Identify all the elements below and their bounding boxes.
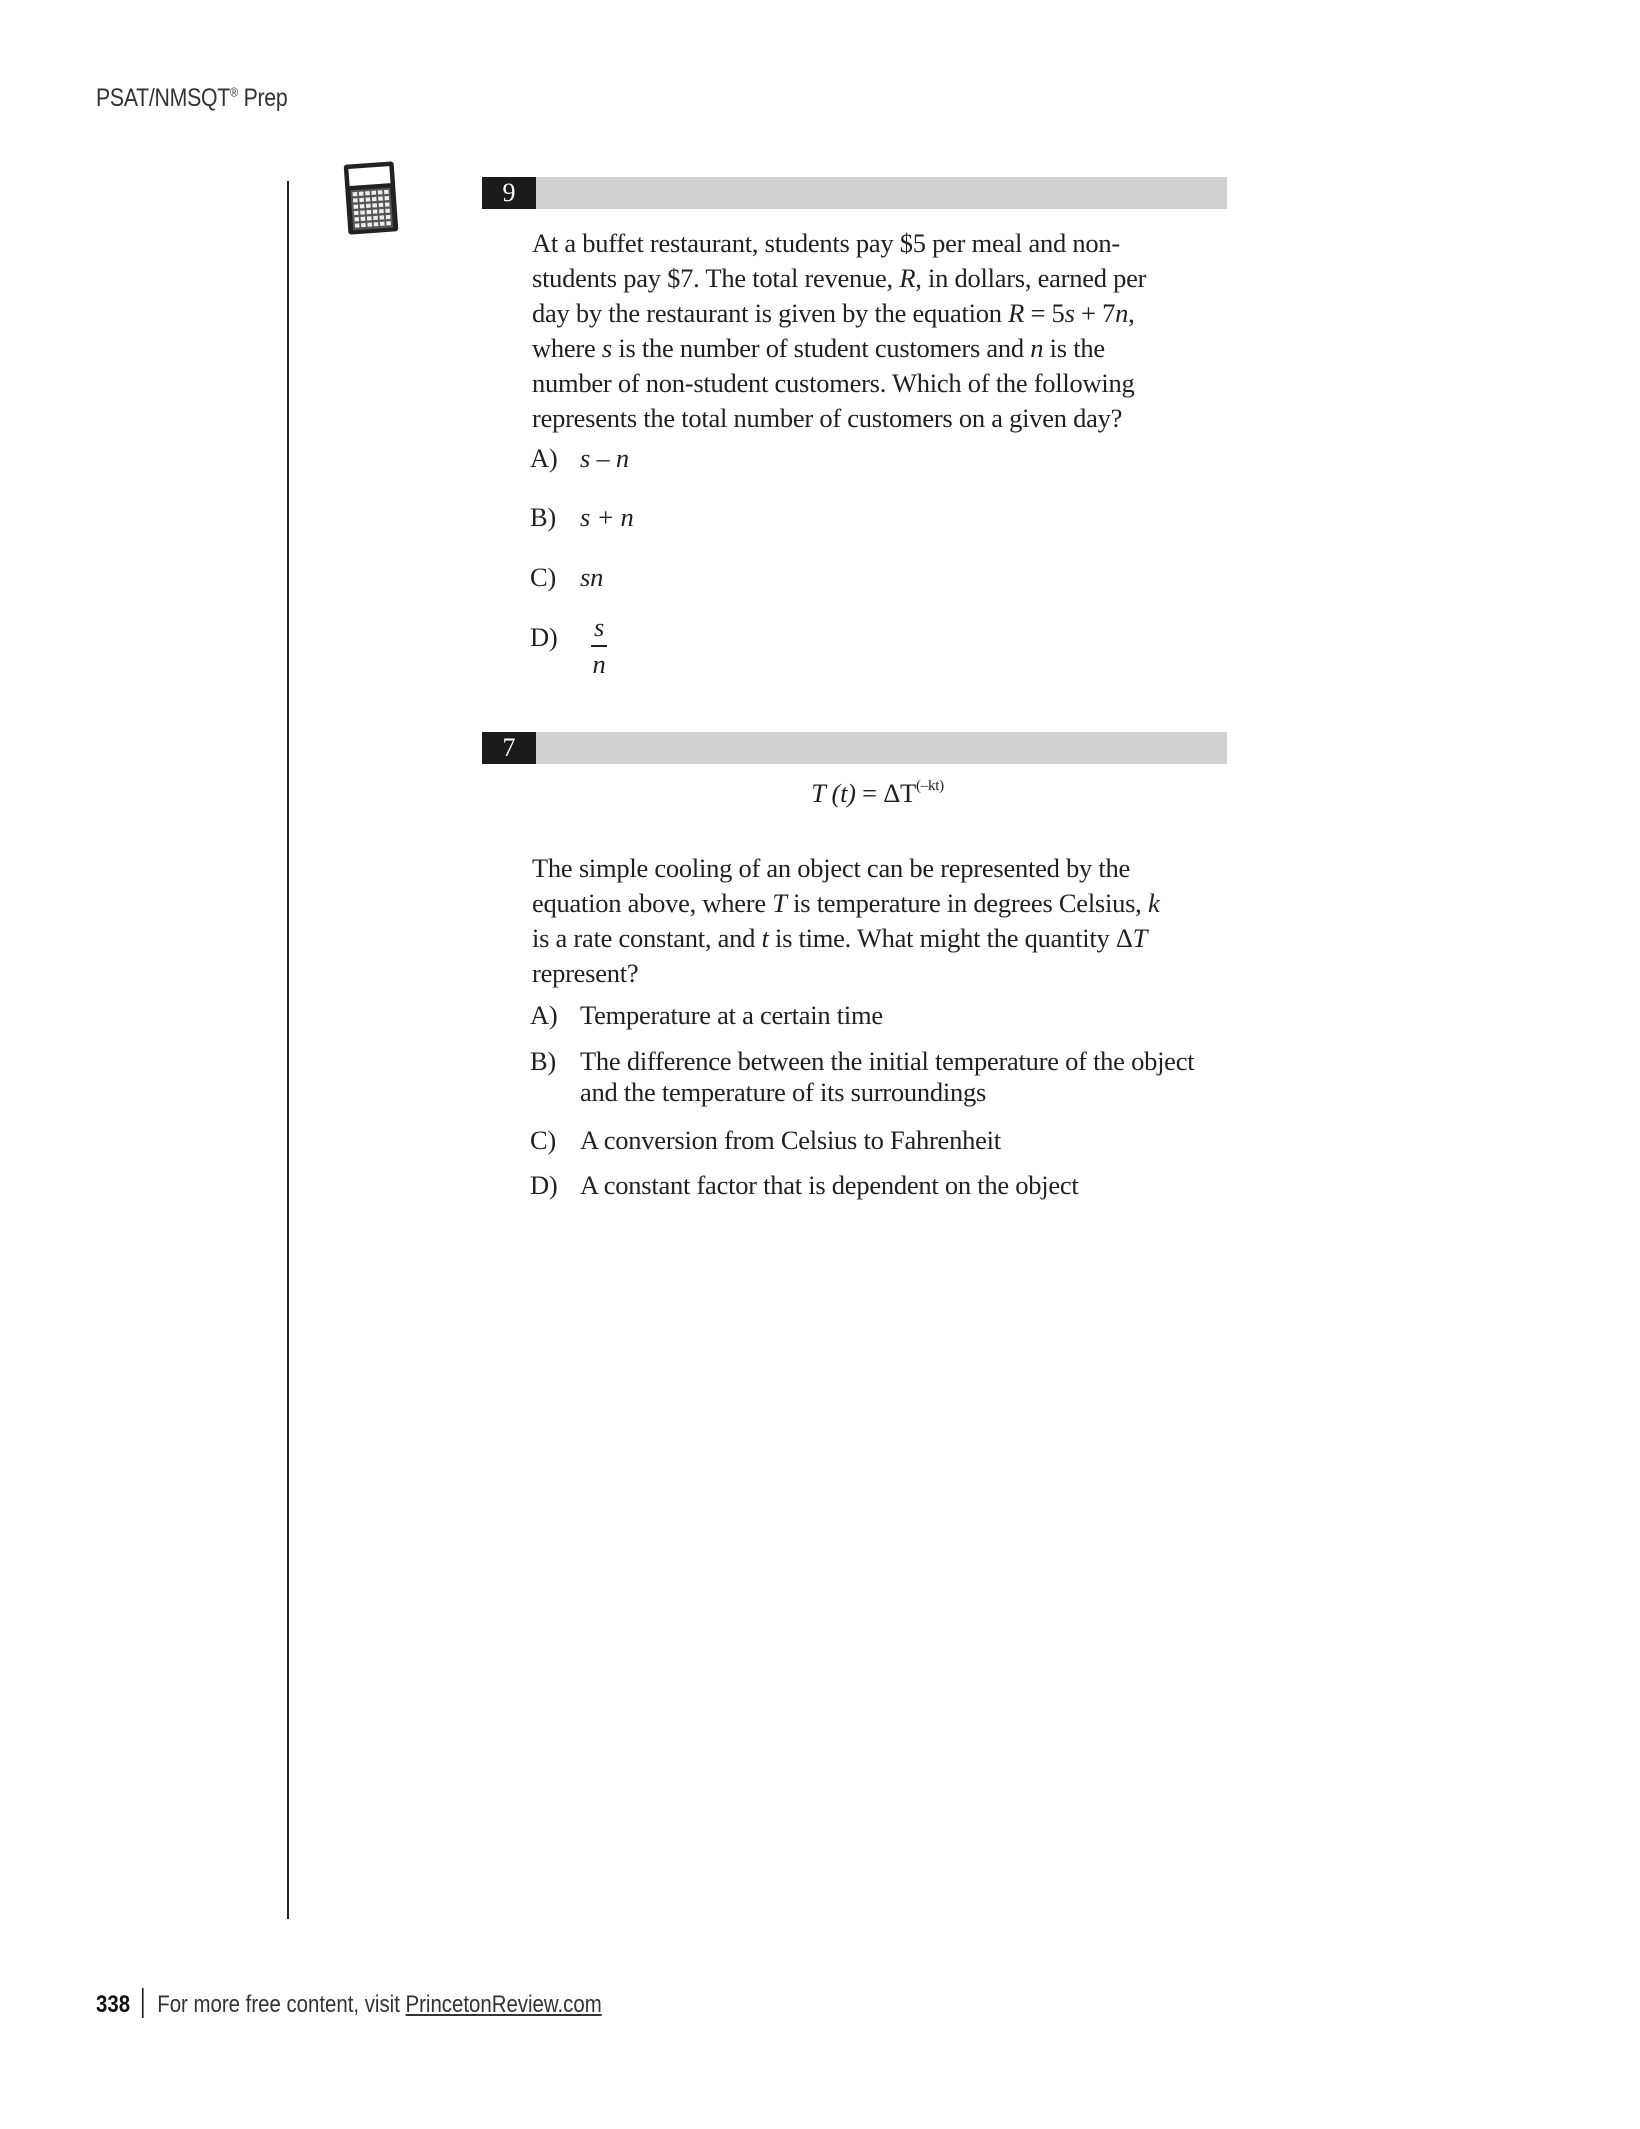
math-variable: T — [1132, 923, 1148, 953]
stem-line — [532, 923, 1147, 954]
page-footer — [96, 1988, 602, 2019]
stem-line — [532, 333, 1105, 364]
header-title: PSAT/NMSQT — [96, 84, 231, 112]
choice-label: B) — [530, 502, 556, 532]
princeton-review-link[interactable]: PrincetonReview.com — [405, 1991, 602, 2018]
choice-label: D) — [530, 1170, 558, 1200]
choice-text: A conversion from Celsius to Fahrenheit — [580, 1125, 1001, 1155]
stem-text: The simple cooling of an object can be represented by the — [532, 853, 1130, 883]
stem-line — [532, 853, 1130, 884]
choice-label: B) — [530, 1046, 556, 1076]
choice-label: C) — [530, 1125, 556, 1155]
stem-text: is time. What might the quantity Δ — [768, 923, 1133, 953]
registered-mark: ® — [230, 84, 238, 100]
choice-text: A constant factor that is dependent on the object — [580, 1170, 1079, 1200]
denominator: n — [592, 648, 606, 679]
math-variable: t — [761, 923, 769, 953]
stem-text: is the number of student customers and — [611, 333, 1031, 363]
stem-line — [532, 298, 1134, 329]
choice-label: D) — [530, 622, 558, 652]
choice-b[interactable] — [530, 1046, 1194, 1108]
choice-b[interactable] — [530, 502, 633, 533]
choice-d[interactable] — [530, 1170, 1078, 1201]
stem-line — [532, 368, 1135, 399]
calculator-icon — [340, 160, 402, 236]
fraction-s-over-n — [588, 612, 610, 680]
stem-line — [532, 228, 1120, 259]
math-variable: n — [1115, 298, 1129, 328]
eq-T: T — [811, 778, 826, 808]
stem-text: , — [1128, 298, 1135, 328]
question-number: 9 — [482, 177, 536, 209]
stem-text: represent? — [532, 958, 639, 988]
cooling-equation — [0, 778, 1640, 809]
stem-text: equation above, where — [532, 888, 773, 918]
choice-label: C) — [530, 562, 556, 592]
choice-text: s – n — [580, 443, 629, 473]
choice-a[interactable] — [530, 443, 629, 474]
stem-text: is the — [1043, 333, 1105, 363]
question-number: 7 — [482, 732, 536, 764]
question-7-banner — [482, 732, 1227, 764]
choice-text: sn — [580, 562, 604, 592]
stem-line — [532, 403, 1122, 434]
eq-exponent: (–kt) — [915, 778, 944, 794]
numerator: s — [593, 612, 605, 642]
stem-text: is a rate constant, and — [532, 923, 762, 953]
choice-text: The difference between the initial temperature of the object — [580, 1046, 1195, 1076]
stem-line — [532, 958, 638, 989]
math-variable: n — [1030, 333, 1044, 363]
math-variable: R — [1008, 298, 1025, 328]
eq-rhs: = ΔT — [855, 778, 916, 808]
stem-text: day by the restaurant is given by the equation — [532, 298, 1009, 328]
choice-text-cont: and the temperature of its surroundings — [580, 1077, 987, 1107]
stem-text: = 5 — [1024, 298, 1065, 328]
footer-divider — [142, 1988, 144, 2018]
choice-label: A) — [530, 443, 558, 473]
stem-text: represents the total number of customers on a given day? — [532, 403, 1123, 433]
stem-text: students pay $7. The total revenue, — [532, 263, 900, 293]
stem-text: number of non-student customers. Which of the following — [532, 368, 1135, 398]
question-9-banner — [482, 177, 1227, 209]
math-variable: k — [1147, 888, 1160, 918]
choice-text: s + n — [580, 502, 634, 532]
choice-a[interactable] — [530, 1000, 883, 1031]
stem-line — [532, 888, 1159, 919]
stem-line — [532, 263, 1146, 294]
margin-rule — [287, 181, 289, 1919]
stem-text: At a buffet restaurant, students pay $5 per meal and non- — [532, 228, 1120, 258]
stem-text: , in dollars, earned per — [915, 263, 1147, 293]
stem-text: + 7 — [1074, 298, 1116, 328]
stem-text: where — [532, 333, 602, 363]
choice-label: A) — [530, 1000, 558, 1030]
math-variable: s — [601, 333, 612, 363]
math-variable: s — [1064, 298, 1075, 328]
fraction-bar — [591, 645, 607, 647]
page-number: 338 — [96, 1991, 131, 2018]
math-variable: R — [899, 263, 916, 293]
eq-arg: (t) — [825, 778, 856, 808]
choice-c[interactable] — [530, 1125, 1001, 1156]
header-suffix: Prep — [243, 84, 288, 112]
choice-c[interactable] — [530, 562, 603, 593]
choice-text: Temperature at a certain time — [580, 1000, 883, 1030]
math-variable: T — [772, 888, 787, 918]
choice-d[interactable] — [530, 622, 580, 653]
running-header — [96, 84, 287, 113]
footer-text: For more free content, visit — [157, 1991, 406, 2018]
stem-text: is temperature in degrees Celsius, — [786, 888, 1148, 918]
